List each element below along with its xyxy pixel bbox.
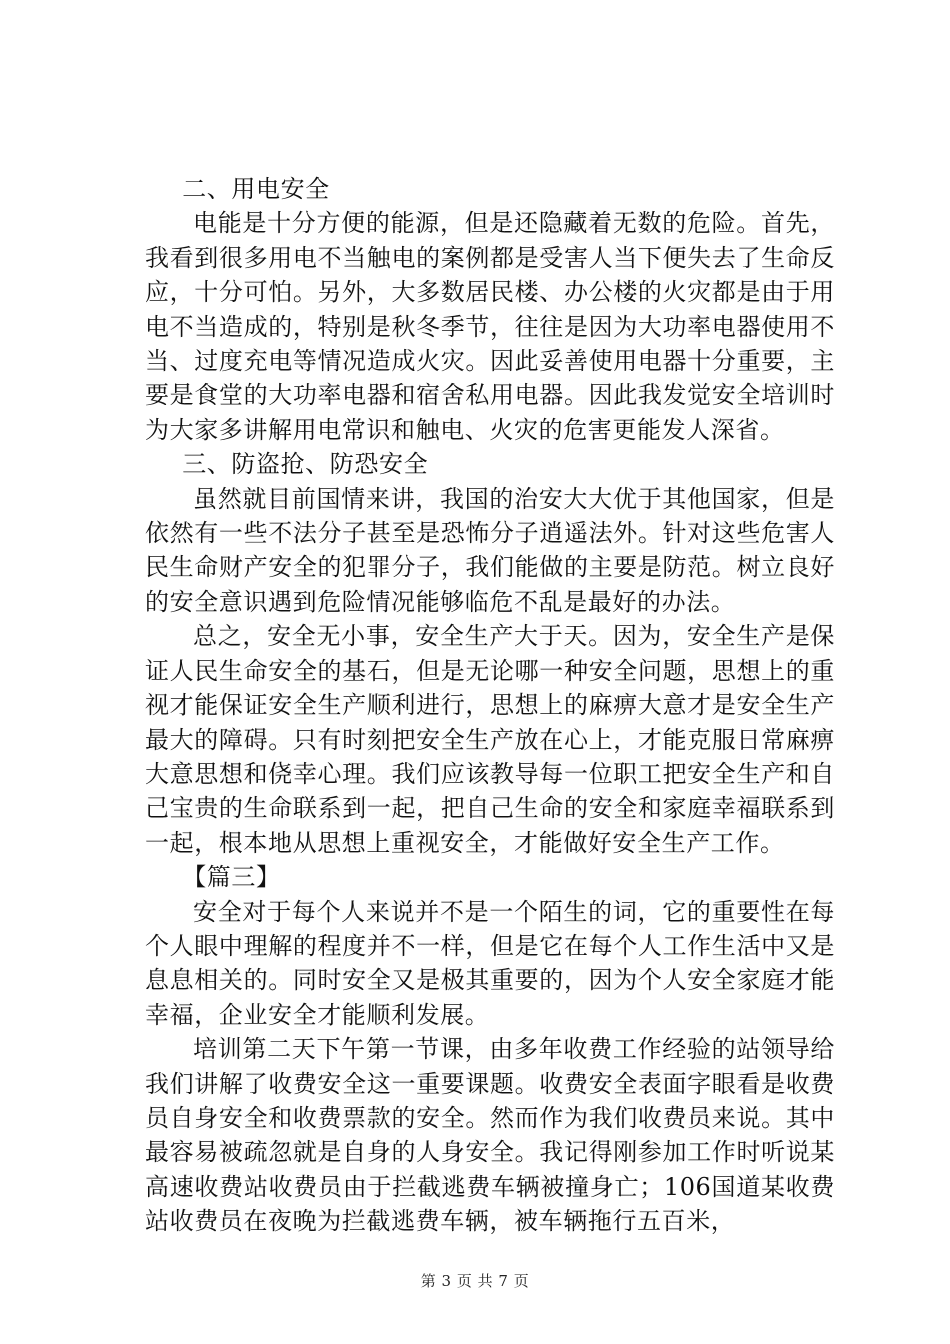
section-heading-electrical-safety: 二、用电安全 [182,175,330,203]
paragraph-toll-safety-training: 培训第二天下午第一节课，由多年收费工作经验的站领导给我们讲解了收费安全这一重要课题。收费安全表面字眼看是收费员自身安全和收费票款的安全。然而作为我们收费员来说。其中最容易被疏忽就是自身的人身安全。我记得刚参加工作时听说某高速收费站收费员由于拦截逃费车辆被撞身亡；106国道某收费站收费员在夜晚为拦截逃费车辆，被车辆拖行五百米， [145,1035,835,1236]
paragraph-anti-theft-terror: 虽然就目前国情来讲，我国的治安大大优于其他国家，但是依然有一些不法分子甚至是恐怖分子逍遥法外。针对这些危害人民生命财产安全的犯罪分子，我们能做的主要是防范。树立良好的安全意识遇到危险情况能够临危不乱是最好的办法。 [145,484,835,616]
document-body [145,172,835,1239]
paragraph-conclusion: 总之，安全无小事，安全生产大于天。因为，安全生产是保证人民生命安全的基石，但是无论哪一种安全问题，思想上的重视才能保证安全生产顺利进行，思想上的麻痹大意才是安全生产最大的障碍。只有时刻把安全生产放在心上，才能克服日常麻痹大意思想和侥幸心理。我们应该教导每一位职工把安全生产和自己宝贵的生命联系到一起，把自己生命的安全和家庭幸福联系到一起，根本地从思想上重视安全，才能做好安全生产工作。 [145,622,835,857]
section-heading-anti-theft-terror: 三、防盗抢、防恐安全 [182,450,429,479]
page-number-footer: 第 3 页 共 7 页 [420,1272,530,1290]
paragraph-safety-importance: 安全对于每个人来说并不是一个陌生的词，它的重要性在每个人眼中理解的程度并不一样，但是它在每个人工作生活中又是息息相关的。同时安全又是极其重要的，因为个人安全家庭才能幸福，企业安全才能顺利发展。 [145,897,835,1029]
section-heading-part-three: 【篇三】 [182,863,281,892]
paragraph-electrical-safety: 电能是十分方便的能源，但是还隐藏着无数的危险。首先，我看到很多用电不当触电的案例都是受害人当下便失去了生命反应，十分可怕。另外，大多数居民楼、办公楼的火灾都是由于用电不当造成的，特别是秋冬季节，往往是因为大功率电器使用不当、过度充电等情况造成火灾。因此妥善使用电器十分重要，主要是食堂的大功率电器和宿舍私用电器。因此我发觉安全培训时为大家多讲解用电常识和触电、火灾的危害更能发人深省。 [145,209,835,444]
